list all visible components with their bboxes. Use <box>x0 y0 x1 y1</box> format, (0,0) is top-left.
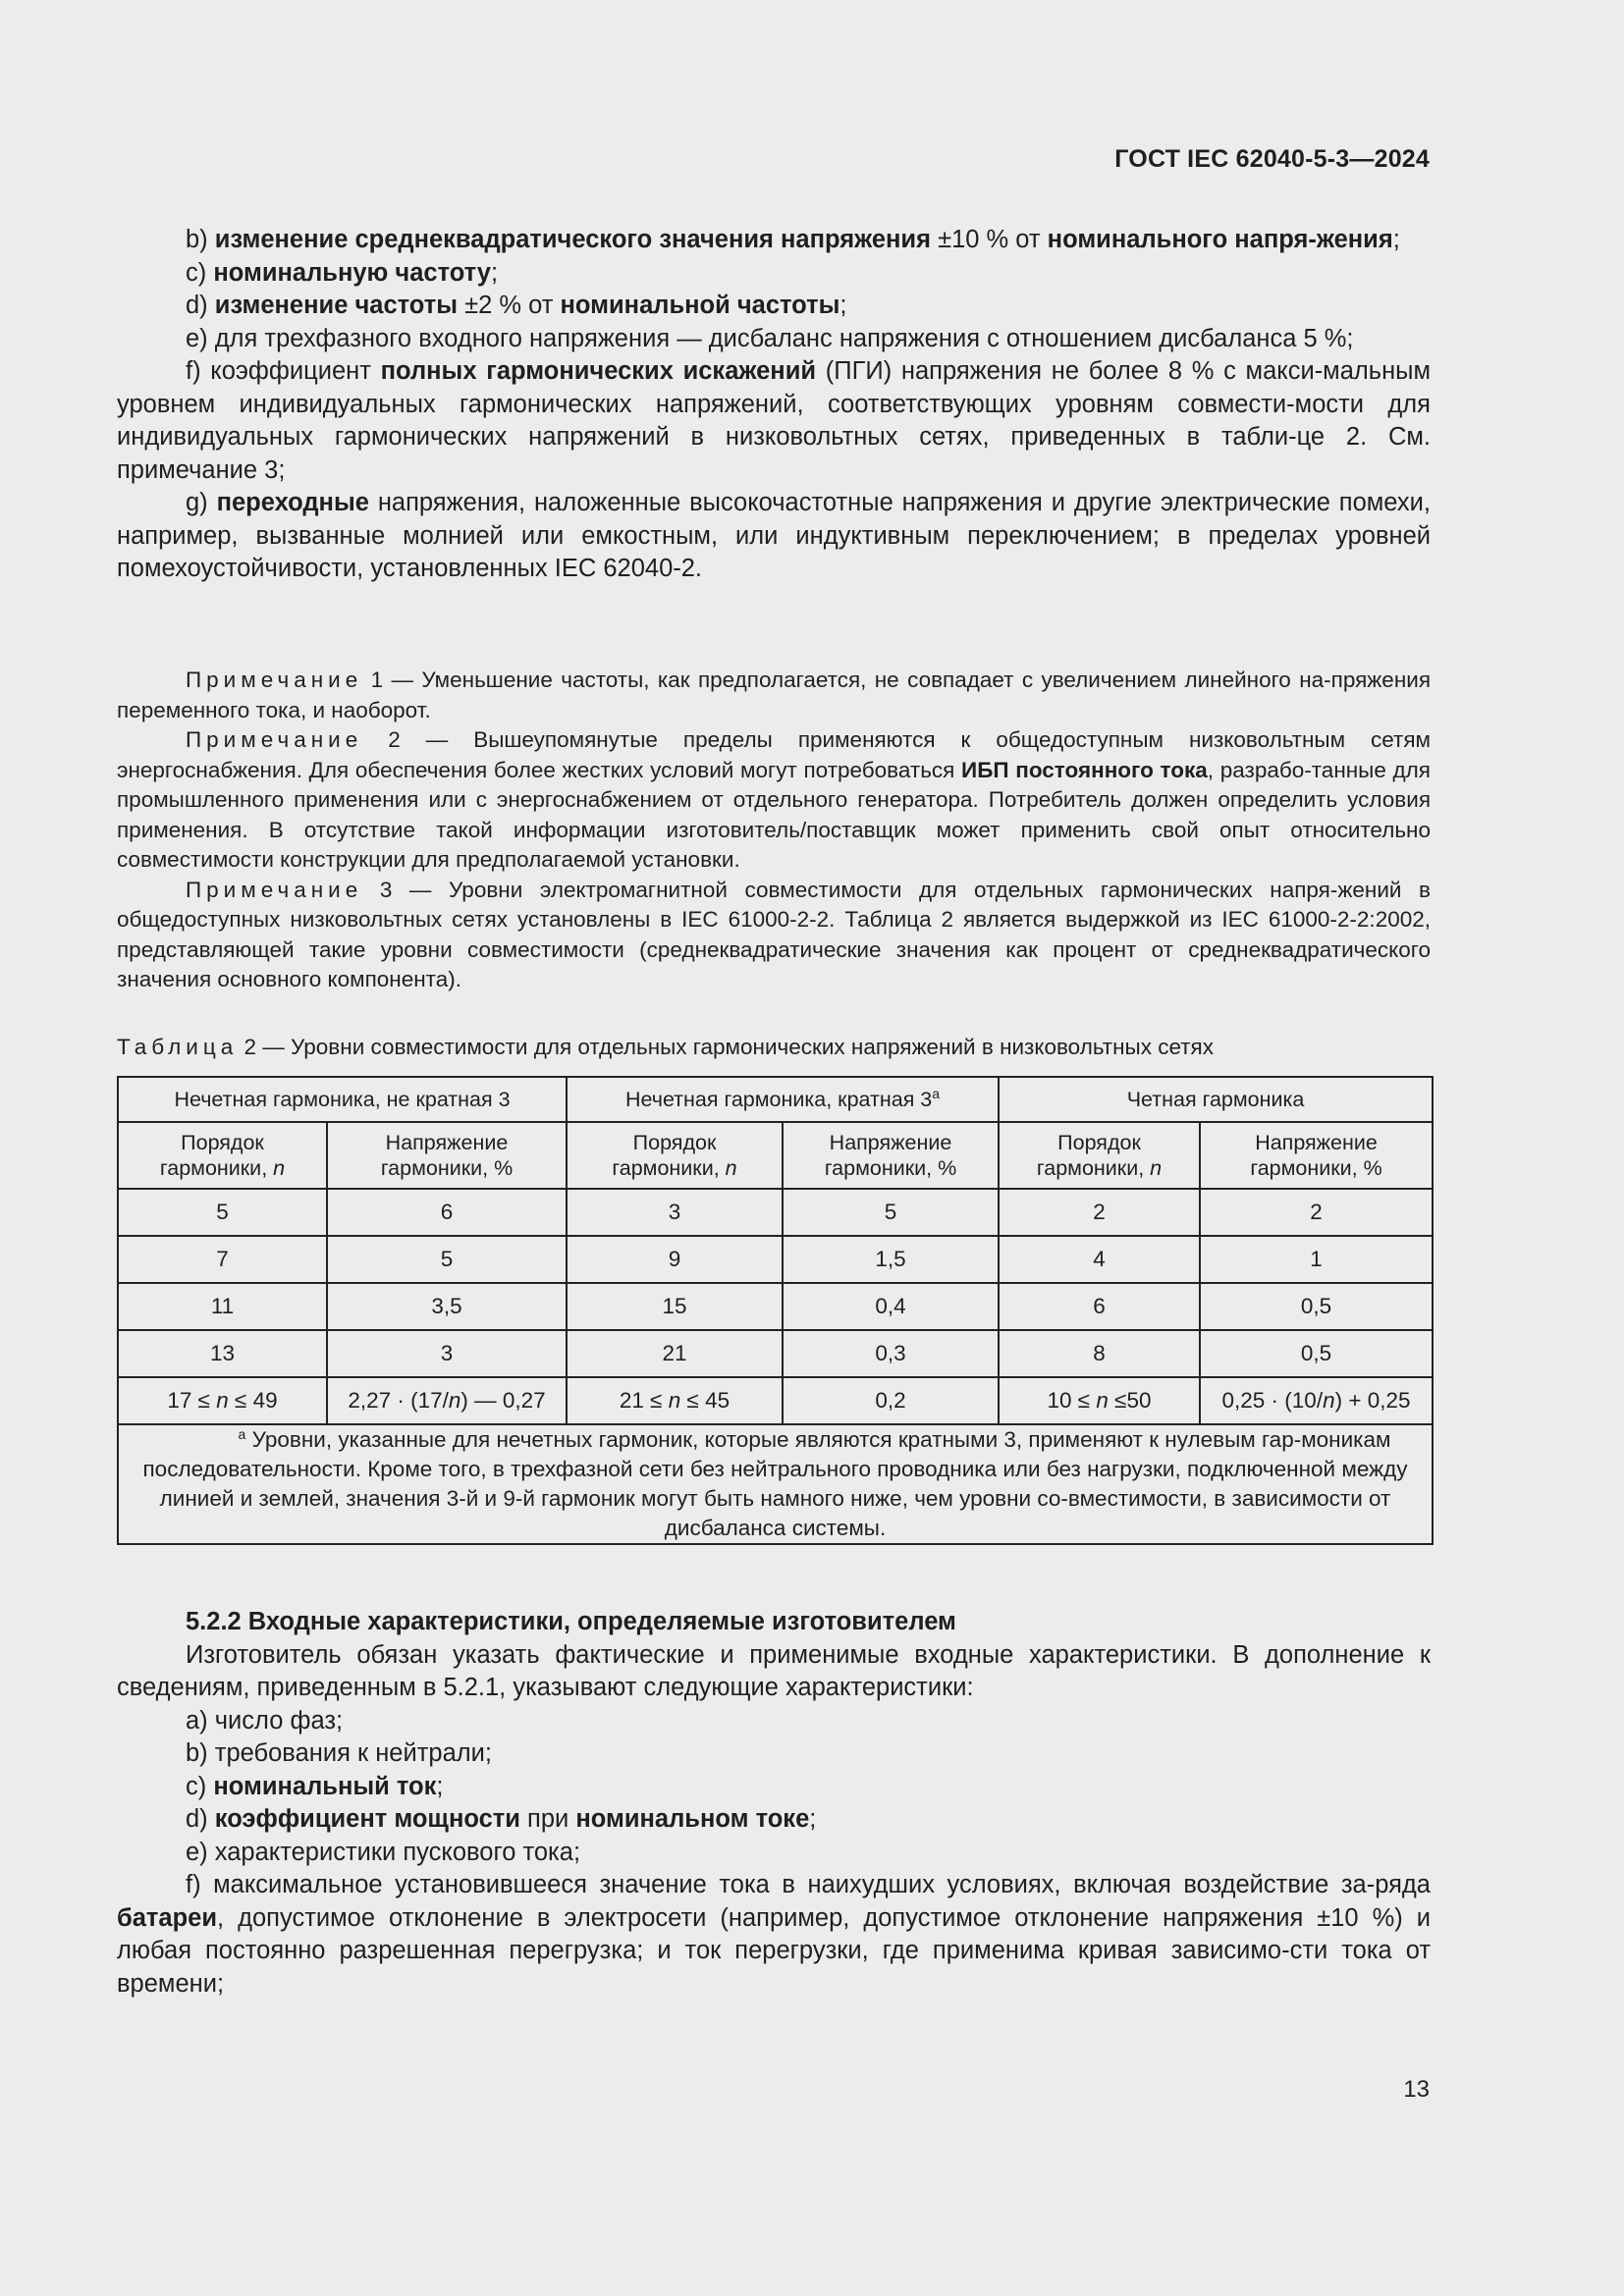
table-footnote: $^a$ Уровни, указанные для нечетных гармоник, которые являются кратными 3, применяют к нулевым гар-моникам последовательности. Кроме того, в трехфазной сети без нейтрального проводника или без нагрузки, подключенной между линией и землей, значения 3-й и 9-й гармоник могут быть намного ниже, чем уровни со-вместимости, в зависимости от дисбаланса системы. <box>118 1424 1433 1544</box>
item-e: e) для трехфазного входного напряжения — дисбаланс напряжения с отношением дисбаланса 5 %; <box>186 324 1354 352</box>
note-1: Примечание 1 — Уменьшение частоты, как предполагается, не совпадает с увеличением линейного на-пряжения переменного тока, и наоборот. <box>117 667 1432 722</box>
table-row <box>118 1236 1433 1283</box>
document-header: ГОСТ IEC 62040-5-3—2024 <box>1114 145 1430 173</box>
table-cell: 5 <box>783 1189 999 1236</box>
item-d: d) изменение частоты ±2 % от номинальной частоты; <box>186 292 847 319</box>
table-cell: 8 <box>999 1330 1200 1377</box>
header-voltage: Напряжение гармоники, % <box>783 1122 999 1189</box>
header-voltage: Напряжение гармоники, % <box>327 1122 567 1189</box>
item-a: a) число фаз; <box>186 1706 344 1735</box>
table-cell: 4 <box>999 1236 1200 1283</box>
item-b: b) изменение среднеквадратического значения напряжения ±10 % от номинального напря-жения; <box>186 226 1400 253</box>
header-order: Порядок гармоники, n <box>118 1122 327 1189</box>
note-2: Примечание 2 — Вышеупомянутые пределы применяются к общедоступным низковольтным сетям энергоснабжения. Для обеспечения более жестких условий могут потребоваться ИБП постоянного тока, разрабо-танные для промышленного применения или с энергоснабжением от отдельного генератора. Потребитель должен определить условия применения. В отсутствие такой информации изготовитель/поставщик может применить свой опыт относительно совместимости конструкции для предполагаемой установки. <box>117 727 1432 872</box>
header-voltage: Напряжение гармоники, % <box>1200 1122 1433 1189</box>
table-caption: Таблица 2 — Уровни совместимости для отдельных гармонических напряжений в низковольтных сетях <box>117 1035 1214 1059</box>
table-cell: 7 <box>118 1236 327 1283</box>
table-cell: 3 <box>567 1189 783 1236</box>
item-f: f) максимальное установившееся значение тока в наихудших условиях, включая воздействие за-ряда батареи, допустимое отклонение в электросети (например, допустимое отклонение напряжения ±10 %) и любая постоянно разрешенная перегрузка; и ток перегрузки, где применима кривая зависимо-сти тока от времени; <box>117 1871 1431 1998</box>
table-row <box>118 1283 1433 1330</box>
table-cell: 2 <box>999 1189 1200 1236</box>
section-heading: 5.2.2 Входные характеристики, определяемые изготовителем <box>186 1608 956 1635</box>
group-odd-non-multiple: Нечетная гармоника, не кратная 3 <box>118 1077 567 1122</box>
table-cell: 0,5 <box>1200 1330 1433 1377</box>
table-sub-header <box>118 1122 1433 1189</box>
table-footnote-row <box>118 1424 1433 1544</box>
section-intro: Изготовитель обязан указать фактические и применимые входные характеристики. В дополнение к сведениям, приведенным в 5.2.1, указывают следующие характеристики: <box>117 1640 1431 1701</box>
table-row <box>118 1330 1433 1377</box>
table-cell: 13 <box>118 1330 327 1377</box>
table-cell: 21 ≤ n ≤ 45 <box>567 1377 783 1424</box>
note-3: Примечание 3 — Уровни электромагнитной совместимости для отдельных гармонических напря-жений в общедоступных низковольтных сетях установлены в IEC 61000-2-2. Таблица 2 является выдержкой из IEC 61000-2-2:2002, представляющей такие уровни совместимости (среднеквадратические значения как процент от среднеквадратического значения основного компонента). <box>117 877 1431 991</box>
table-cell: 6 <box>999 1283 1200 1330</box>
table-cell: 17 ≤ n ≤ 49 <box>118 1377 327 1424</box>
item-e: e) характеристики пускового тока; <box>186 1838 581 1866</box>
group-even: Четная гармоника <box>999 1077 1433 1122</box>
table-cell: 3 <box>327 1330 567 1377</box>
table-cell: 15 <box>567 1283 783 1330</box>
table-cell: 0,4 <box>783 1283 999 1330</box>
requirements-list <box>117 224 1431 586</box>
table-cell: 2,27 · (17/n) — 0,27 <box>327 1377 567 1424</box>
table-cell: 0,3 <box>783 1330 999 1377</box>
notes-block <box>117 666 1431 995</box>
item-c: c) номинальную частоту; <box>186 258 499 287</box>
item-f: f) коэффициент полных гармонических искажений (ПГИ) напряжения не более 8 % с макси-мальным уровнем индивидуальных гармонических напряжений, соответствующих уровням совмести-мости для индивидуальных гармонических напряжений в низковольтных сетях, приведенных в табли-це 2. См. примечание 3; <box>117 357 1432 484</box>
table-cell: 21 <box>567 1330 783 1377</box>
table-cell: 11 <box>118 1283 327 1330</box>
page-number: 13 <box>1403 2076 1430 2103</box>
item-b: b) требования к нейтрали; <box>186 1739 492 1767</box>
table-cell: 6 <box>327 1189 567 1236</box>
table-cell: 9 <box>567 1236 783 1283</box>
harmonics-table <box>117 1076 1434 1545</box>
table-row <box>118 1189 1433 1236</box>
table-group-header <box>118 1077 1433 1122</box>
table-cell: 0,5 <box>1200 1283 1433 1330</box>
table-row-range <box>118 1377 1433 1424</box>
table-cell: 1,5 <box>783 1236 999 1283</box>
table-cell: 5 <box>118 1189 327 1236</box>
section-5-2-2 <box>117 1606 1431 2001</box>
table-cell: 3,5 <box>327 1283 567 1330</box>
table-cell: 5 <box>327 1236 567 1283</box>
header-order: Порядок гармоники, n <box>999 1122 1200 1189</box>
table-cell: 2 <box>1200 1189 1433 1236</box>
table-cell: 10 ≤ n ≤50 <box>999 1377 1200 1424</box>
group-odd-multiple: Нечетная гармоника, кратная 3$^a$ <box>567 1077 999 1122</box>
header-order: Порядок гармоники, n <box>567 1122 783 1189</box>
item-g: g) переходные напряжения, наложенные высокочастотные напряжения и другие электрические помехи, например, вызванные молнией или емкостным, или индуктивным переключением; в пределах уровней помехоустойчивости, установленных IEC 62040-2. <box>117 489 1431 582</box>
table-cell: 0,25 · (10/n) + 0,25 <box>1200 1377 1433 1424</box>
item-d: d) коэффициент мощности при номинальном токе; <box>186 1805 817 1833</box>
table-cell: 0,2 <box>783 1377 999 1424</box>
item-c: c) номинальный ток; <box>186 1772 444 1800</box>
table-cell: 1 <box>1200 1236 1433 1283</box>
